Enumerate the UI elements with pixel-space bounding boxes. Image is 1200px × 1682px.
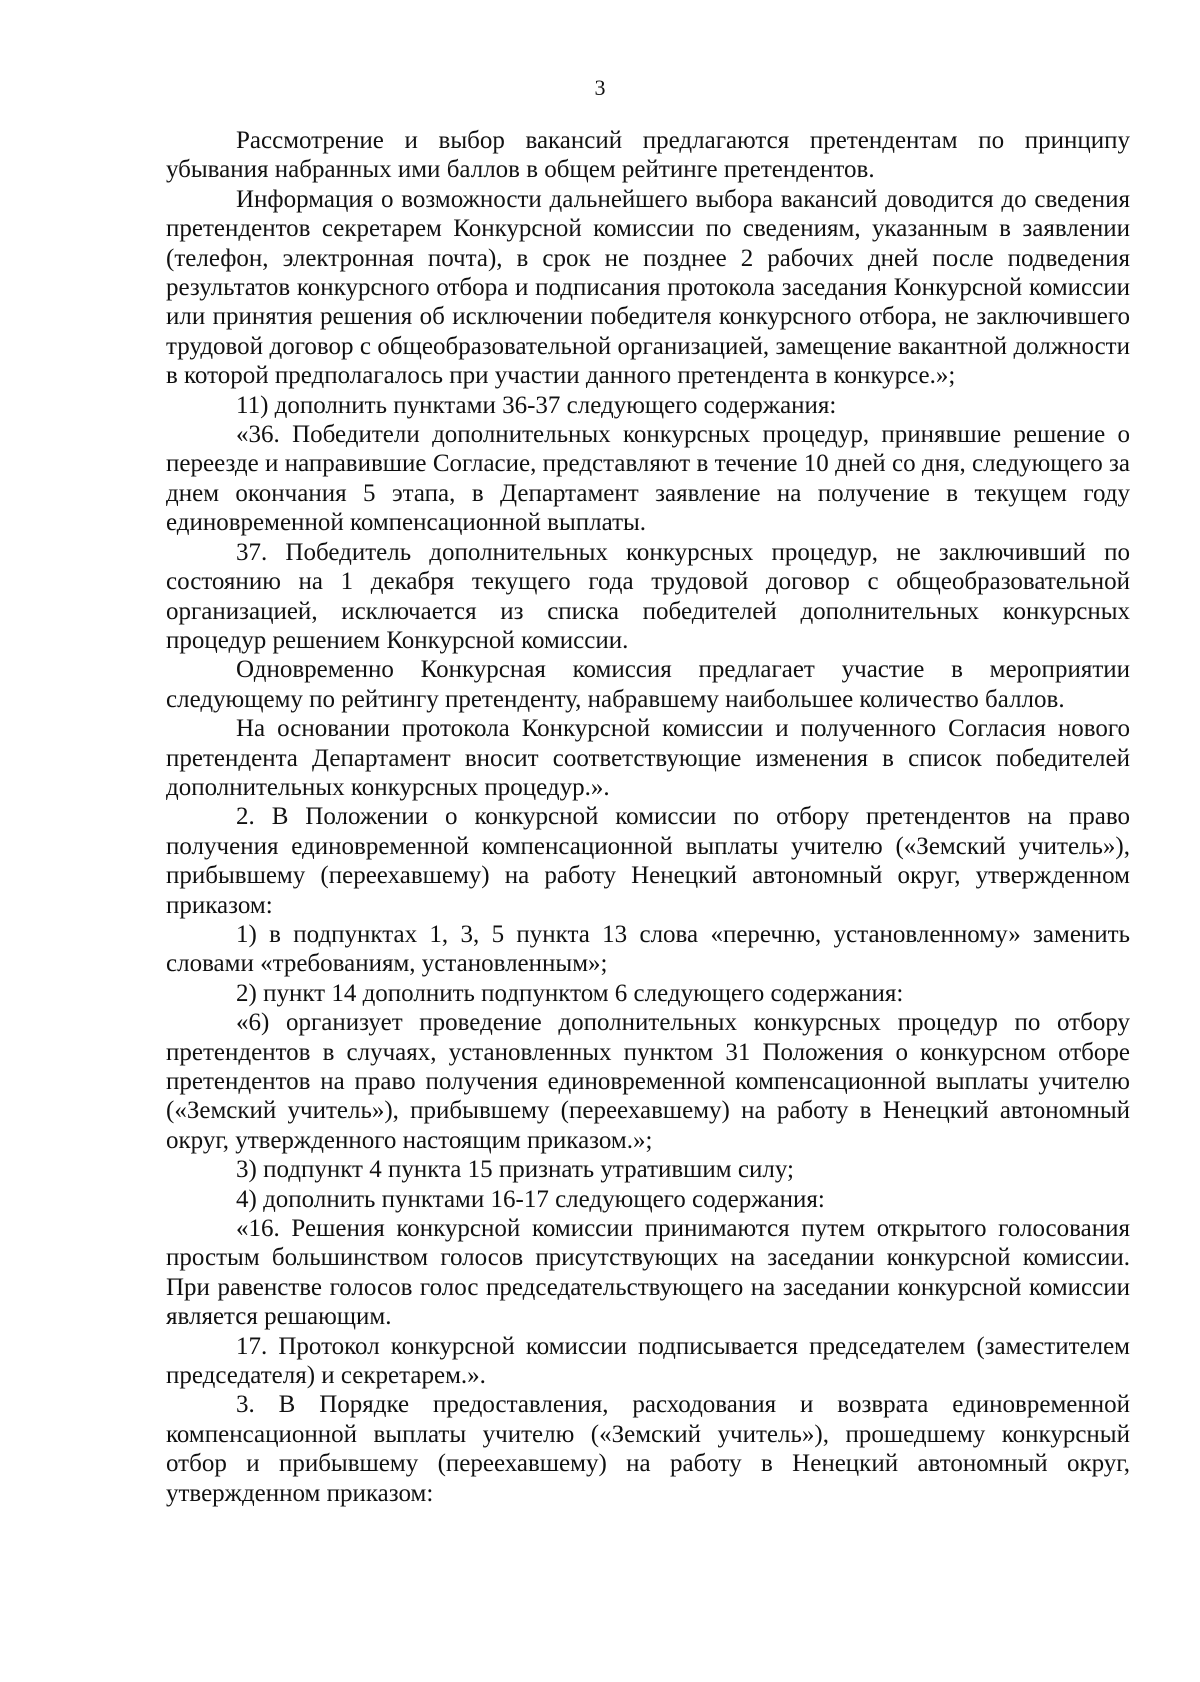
paragraph: 2) пункт 14 дополнить подпунктом 6 следующего содержания: <box>236 979 904 1007</box>
paragraph: На основании протокола Конкурсной комиссии и полученного Согласия нового претендента Департамент вносит соответствующие изменения в список победителей дополнительных конкурсных процедур.». <box>166 715 1130 801</box>
paragraph: 1) в подпунктах 1, 3, 5 пункта 13 слова «перечню, установленному» заменить словами «требованиям, установленным»; <box>166 920 1130 978</box>
paragraph: «16. Решения конкурсной комиссии принимаются путем открытого голосования простым большинством голосов присутствующих на заседании конкурсной комиссии. При равенстве голосов голос председательствующего на заседании конкурсной комиссии является решающим. <box>166 1215 1130 1331</box>
paragraph: «6) организует проведение дополнительных конкурсных процедур по отбору претендентов в случаях, установленных пунктом 31 Положения о конкурсном отборе претендентов на право получения единовременной компенсационной выплаты учителю («Земский учитель»), прибывшему (переехавшему) на работу в Ненецкий автономный округ, утвержденного настоящим приказом.»; <box>166 1009 1130 1154</box>
document-body <box>166 126 1130 1508</box>
paragraph: 3) подпункт 4 пункта 15 признать утратившим силу; <box>236 1156 794 1184</box>
paragraph: 37. Победитель дополнительных конкурсных процедур, не заключивший по состоянию на 1 декабря текущего года трудовой договор с общеобразовательной организацией, исключается из списка победителей дополнительных конкурсных процедур решением Конкурсной комиссии. <box>166 538 1130 654</box>
paragraph: 3. В Порядке предоставления, расходования и возврата единовременной компенсационной выплаты учителю («Земский учитель»), прошедшему конкурсный отбор и прибывшему (переехавшему) на работу в Ненецкий автономный округ, утвержденном приказом: <box>166 1391 1130 1507</box>
paragraph: 17. Протокол конкурсной комиссии подписывается председателем (заместителем председателя) и секретарем.». <box>166 1332 1130 1390</box>
paragraph: Рассмотрение и выбор вакансий предлагаются претендентам по принципу убывания набранных ими баллов в общем рейтинге претендентов. <box>166 127 1130 184</box>
paragraph: Информация о возможности дальнейшего выбора вакансий доводится до сведения претендентов секретарем Конкурсной комиссии по сведениям, указанным в заявлении (телефон, электронная почта), в срок не позднее 2 рабочих дней после подведения результатов конкурсного отбора и подписания протокола заседания Конкурсной комиссии или принятия решения об исключении победителя конкурсного отбора, не заключившего трудовой договор с общеобразовательной организацией, замещение вакантной должности в которой предполагалось при участии данного претендента в конкурсе.»; <box>166 185 1130 390</box>
paragraph: 4) дополнить пунктами 16-17 следующего содержания: <box>236 1185 825 1213</box>
paragraph: «36. Победители дополнительных конкурсных процедур, принявшие решение о переезде и направившие Согласие, представляют в течение 10 дней со дня, следующего за днем окончания 5 этапа, в Департамент заявление на получение в текущем году единовременной компенсационной выплаты. <box>166 421 1130 537</box>
paragraph: Одновременно Конкурсная комиссия предлагает участие в мероприятии следующему по рейтингу претенденту, набравшему наибольшее количество баллов. <box>166 656 1130 713</box>
page-number: 3 <box>594 75 606 100</box>
paragraph: 11) дополнить пунктами 36-37 следующего содержания: <box>236 391 837 419</box>
paragraph: 2. В Положении о конкурсной комиссии по отбору претендентов на право получения единовременной компенсационной выплаты учителю («Земский учитель»), прибывшему (переехавшему) на работу Ненецкий автономный округ, утвержденном приказом: <box>166 803 1130 919</box>
